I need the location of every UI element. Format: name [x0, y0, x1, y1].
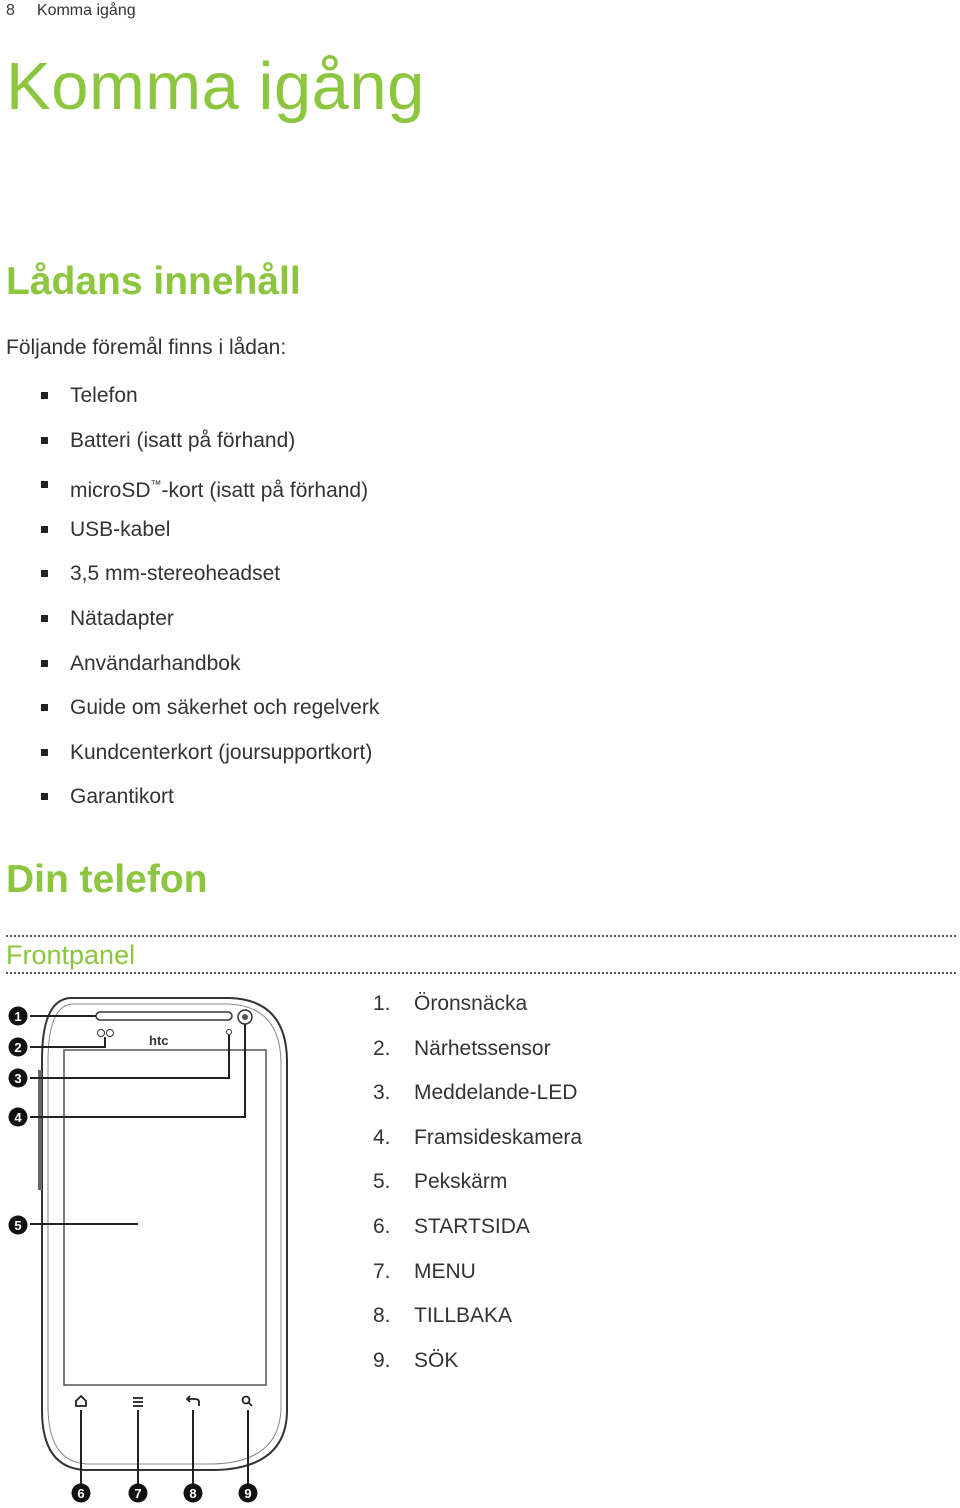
- svg-text:7: 7: [134, 1486, 142, 1501]
- svg-text:2: 2: [14, 1040, 22, 1055]
- phone-parts-list: [373, 989, 582, 1390]
- trademark-symbol: ™: [150, 479, 162, 492]
- section-heading-box-contents: Lådans innehåll: [6, 260, 301, 303]
- back-key-icon: [187, 1396, 199, 1406]
- list-item: 9. SÖK: [373, 1348, 459, 1372]
- running-header: [6, 2, 136, 20]
- bullet-square-icon: [41, 704, 48, 711]
- svg-text:4: 4: [14, 1110, 22, 1125]
- svg-text:1: 1: [14, 1009, 22, 1024]
- svg-text:3: 3: [14, 1071, 22, 1086]
- bullet-square-icon: [41, 615, 48, 622]
- list-item: 3. Meddelande-LED: [373, 1081, 578, 1105]
- callout-badge: [184, 1484, 203, 1503]
- menu-key-icon: [133, 1398, 143, 1406]
- list-item: 1. Öronsnäcka: [373, 992, 528, 1015]
- svg-text:9: 9: [244, 1486, 252, 1501]
- bullet-square-icon: [41, 793, 48, 800]
- bullet-square-icon: [41, 749, 48, 756]
- side-button: [38, 1070, 42, 1190]
- search-key-icon: [243, 1397, 253, 1407]
- list-item: Kundcenterkort (joursupportkort): [0, 738, 600, 783]
- dotted-divider-bottom: [6, 972, 956, 974]
- svg-text:5: 5: [14, 1218, 22, 1233]
- callout-badge: [9, 1069, 28, 1088]
- callout-badge: [239, 1484, 258, 1503]
- list-item: USB-kabel: [0, 515, 600, 560]
- notification-led-icon: [227, 1030, 232, 1035]
- bullet-square-icon: [41, 526, 48, 533]
- phone-bezel-outline: [48, 1004, 281, 1464]
- list-item: microSD™-kort (isatt på förhand): [0, 470, 600, 515]
- list-item: Guide om säkerhet och regelverk: [0, 693, 600, 738]
- bullet-square-icon: [41, 481, 48, 488]
- list-item: 7. MENU: [373, 1259, 476, 1283]
- callout-badge: [129, 1484, 148, 1503]
- dotted-divider-top: [6, 935, 956, 937]
- bullet-square-icon: [41, 392, 48, 399]
- subsection-heading-front-panel: Frontpanel: [6, 940, 136, 970]
- list-item: 2. Närhetssensor: [373, 1036, 551, 1060]
- list-item: 3,5 mm-stereoheadset: [0, 559, 600, 604]
- callout-badge: [9, 1038, 28, 1057]
- callout-badge: [9, 1216, 28, 1235]
- running-chapter-title: Komma igång: [36, 2, 136, 19]
- proximity-sensor-icon: [98, 1030, 105, 1037]
- proximity-sensor-icon: [107, 1030, 114, 1037]
- bullet-square-icon: [41, 660, 48, 667]
- page-number: 8: [6, 2, 15, 19]
- callout-badge: [72, 1484, 91, 1503]
- page-title: Komma igång: [6, 49, 425, 124]
- list-item: Telefon: [0, 381, 600, 426]
- home-key-icon: [76, 1396, 86, 1406]
- phone-front-diagram: [0, 990, 300, 1508]
- callout-badge: [9, 1007, 28, 1026]
- bullet-square-icon: [41, 570, 48, 577]
- list-item: Nätadapter: [0, 604, 600, 649]
- htc-logo: htc: [149, 1033, 169, 1048]
- list-item: 8. TILLBAKA: [373, 1304, 513, 1328]
- list-item: Garantikort: [0, 782, 600, 827]
- svg-text:6: 6: [77, 1486, 85, 1501]
- svg-text:8: 8: [189, 1486, 197, 1501]
- list-item: Batteri (isatt på förhand): [0, 426, 600, 471]
- earpiece-slot: [96, 1012, 232, 1020]
- list-item: 4. Framsideskamera: [373, 1125, 583, 1149]
- box-contents-list: [0, 381, 600, 827]
- bullet-square-icon: [41, 437, 48, 444]
- section-heading-your-phone: Din telefon: [6, 858, 208, 901]
- list-item: 5. Pekskärm: [373, 1170, 508, 1194]
- list-item: Användarhandbok: [0, 649, 600, 694]
- callout-badge: [9, 1108, 28, 1127]
- box-intro-text: Följande föremål finns i lådan:: [6, 336, 287, 359]
- screen-area: [64, 1050, 266, 1385]
- list-item: 6. STARTSIDA: [373, 1214, 530, 1238]
